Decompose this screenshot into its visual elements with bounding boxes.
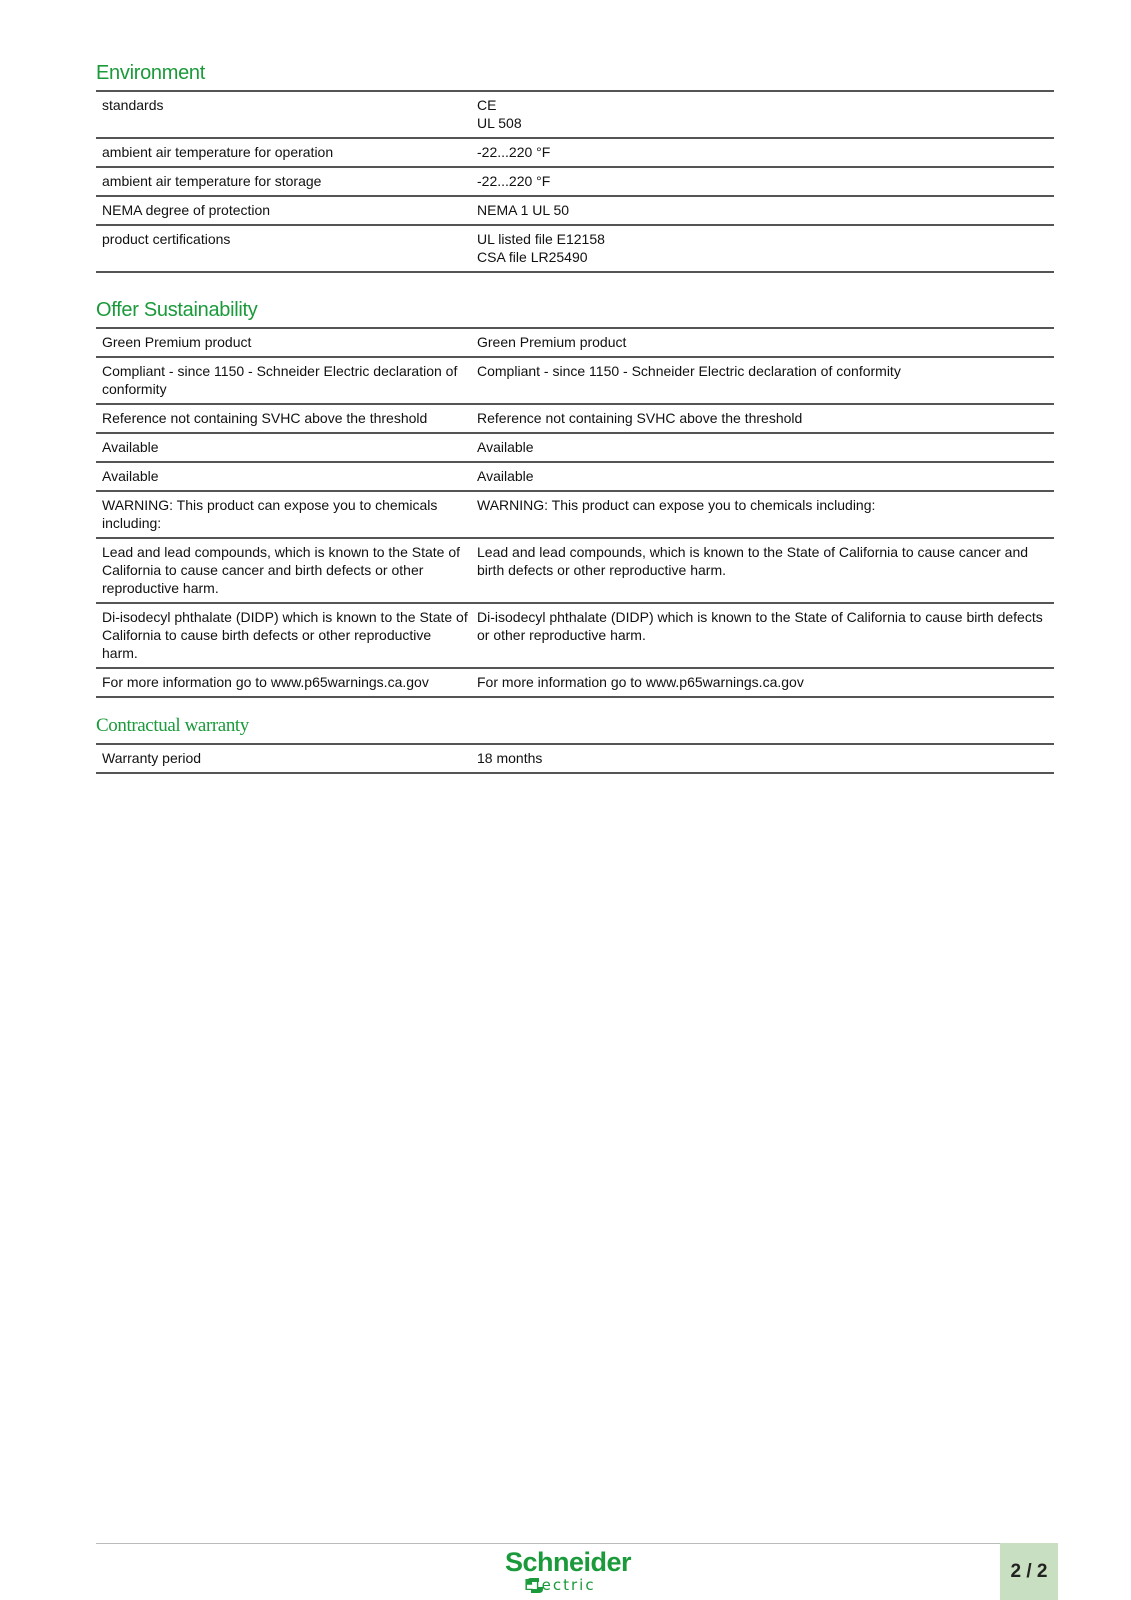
table-row bbox=[96, 668, 1054, 697]
table-row bbox=[96, 225, 1054, 272]
row-label: ambient air temperature for storage bbox=[96, 167, 473, 196]
row-value bbox=[473, 196, 1054, 225]
page-number: 2 / 2 bbox=[1000, 1543, 1058, 1600]
row-value bbox=[473, 668, 1054, 697]
schneider-logo-icon bbox=[526, 1577, 544, 1594]
row-value bbox=[473, 328, 1054, 357]
row-label: Warranty period bbox=[96, 744, 473, 773]
table-row bbox=[96, 462, 1054, 491]
section-environment bbox=[96, 61, 1054, 273]
row-value-line: 18 months bbox=[477, 750, 543, 766]
row-label: Green Premium product bbox=[96, 328, 473, 357]
section-offer-sustainability bbox=[96, 298, 1054, 698]
schneider-logo bbox=[488, 1547, 648, 1597]
row-value bbox=[473, 167, 1054, 196]
row-label: Available bbox=[96, 462, 473, 491]
row-value bbox=[473, 491, 1054, 538]
row-value-line: Available bbox=[477, 468, 534, 484]
section-title-offer-sustainability: Offer Sustainability bbox=[96, 299, 258, 321]
table-row bbox=[96, 91, 1054, 138]
row-value bbox=[473, 357, 1054, 404]
table-row bbox=[96, 491, 1054, 538]
row-value-line: WARNING: This product can expose you to chemicals including: bbox=[477, 497, 876, 513]
row-value-line: NEMA 1 UL 50 bbox=[477, 202, 570, 218]
table-row bbox=[96, 138, 1054, 167]
table-row bbox=[96, 433, 1054, 462]
table-row bbox=[96, 603, 1054, 668]
row-value-line: Green Premium product bbox=[477, 334, 627, 350]
table-row bbox=[96, 196, 1054, 225]
logo-brand-sub: Electric bbox=[524, 1576, 596, 1594]
row-value-line: CE bbox=[477, 97, 497, 113]
row-value-line: Compliant - since 1150 - Schneider Electric declaration of conformity bbox=[477, 363, 901, 379]
row-value bbox=[473, 138, 1054, 167]
row-label: NEMA degree of protection bbox=[96, 196, 473, 225]
row-value-line: Available bbox=[477, 439, 534, 455]
row-value-line: UL listed file E12158 bbox=[477, 231, 605, 247]
row-label: product certifications bbox=[96, 225, 473, 272]
table-row bbox=[96, 744, 1054, 773]
row-label: standards bbox=[96, 91, 473, 138]
row-label: Lead and lead compounds, which is known to the State of California to cause cancer and birth defects or other reproductive harm. bbox=[96, 538, 473, 603]
offer-sustainability-table bbox=[96, 327, 1054, 698]
table-row bbox=[96, 404, 1054, 433]
row-label: WARNING: This product can expose you to chemicals including: bbox=[96, 491, 473, 538]
row-value bbox=[473, 404, 1054, 433]
footer-divider bbox=[96, 1543, 1058, 1544]
section-title-environment: Environment bbox=[96, 62, 205, 84]
row-value bbox=[473, 538, 1054, 603]
row-value-line: Di-isodecyl phthalate (DIDP) which is known to the State of California to cause birth defects or other reproductive harm. bbox=[477, 609, 1043, 643]
row-value bbox=[473, 744, 1054, 773]
row-value-line: Lead and lead compounds, which is known to the State of California to cause cancer and birth defects or other reproductive harm. bbox=[477, 544, 1029, 578]
row-value bbox=[473, 462, 1054, 491]
section-contractual-warranty bbox=[96, 714, 1054, 774]
row-value-line: Reference not containing SVHC above the threshold bbox=[477, 410, 803, 426]
logo-brand-name: Schneider bbox=[504, 1547, 632, 1577]
table-row bbox=[96, 538, 1054, 603]
row-label: Compliant - since 1150 - Schneider Electric declaration of conformity bbox=[96, 357, 473, 404]
table-row bbox=[96, 328, 1054, 357]
row-label: Di-isodecyl phthalate (DIDP) which is known to the State of California to cause birth defects or other reproductive harm. bbox=[96, 603, 473, 668]
row-label: ambient air temperature for operation bbox=[96, 138, 473, 167]
contractual-warranty-table bbox=[96, 743, 1054, 774]
row-label: Reference not containing SVHC above the threshold bbox=[96, 404, 473, 433]
table-row bbox=[96, 167, 1054, 196]
row-value-line: UL 508 bbox=[477, 115, 522, 131]
row-value bbox=[473, 603, 1054, 668]
row-value bbox=[473, 225, 1054, 272]
table-row bbox=[96, 357, 1054, 404]
row-label: For more information go to www.p65warnings.ca.gov bbox=[96, 668, 473, 697]
row-value-line: -22...220 °F bbox=[477, 144, 551, 160]
row-value-line: For more information go to www.p65warnings.ca.gov bbox=[477, 674, 804, 690]
section-title-contractual-warranty: Contractual warranty bbox=[96, 715, 249, 736]
row-label: Available bbox=[96, 433, 473, 462]
row-value-line: -22...220 °F bbox=[477, 173, 551, 189]
row-value-line: CSA file LR25490 bbox=[477, 249, 588, 265]
row-value bbox=[473, 433, 1054, 462]
environment-table bbox=[96, 90, 1054, 273]
row-value bbox=[473, 91, 1054, 138]
